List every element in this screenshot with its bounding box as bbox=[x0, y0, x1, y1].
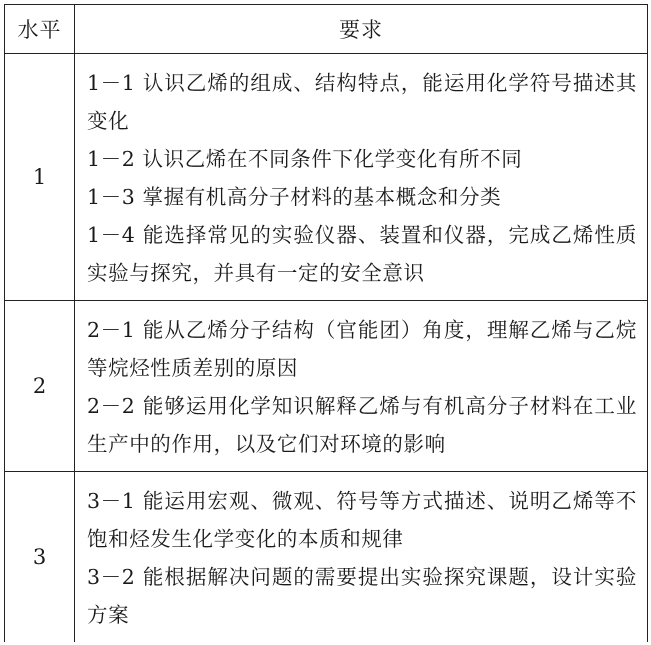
table-row bbox=[5, 472, 648, 643]
requirement-item: 2－1 能从乙烯分子结构（官能团）角度，理解乙烯与乙烷等烷烃性质差别的原因 bbox=[87, 318, 637, 380]
header-row bbox=[5, 5, 648, 54]
level-cell: 1 bbox=[5, 54, 75, 301]
requirement-item: 2－2 能够运用化学知识解释乙烯与有机高分子材料在工业生产中的作用，以及它们对环境的影响 bbox=[87, 394, 637, 456]
requirement-item: 1－2 认识乙烯在不同条件下化学变化有所不同 bbox=[87, 147, 523, 171]
requirement-item: 1－4 能选择常见的实验仪器、装置和仪器，完成乙烯性质实验与探究，并具有一定的安全意识 bbox=[87, 223, 637, 285]
requirement-cell bbox=[75, 301, 648, 472]
requirement-cell bbox=[75, 54, 648, 301]
level-cell: 3 bbox=[5, 472, 75, 643]
requirement-item: 3－1 能运用宏观、微观、符号等方式描述、说明乙烯等不饱和烃发生化学变化的本质和规律 bbox=[87, 489, 637, 551]
requirement-item: 1－1 认识乙烯的组成、结构特点，能运用化学符号描述其变化 bbox=[87, 71, 637, 133]
table-row bbox=[5, 301, 648, 472]
table-row bbox=[5, 54, 648, 301]
requirement-item: 3－2 能根据解决问题的需要提出实验探究课题，设计实验方案 bbox=[87, 565, 637, 627]
requirement-cell bbox=[75, 472, 648, 643]
requirement-item: 1－3 掌握有机高分子材料的基本概念和分类 bbox=[87, 185, 502, 209]
level-cell: 2 bbox=[5, 301, 75, 472]
requirements-table bbox=[4, 4, 648, 642]
header-requirement: 要求 bbox=[75, 5, 648, 54]
header-level: 水平 bbox=[5, 5, 75, 54]
